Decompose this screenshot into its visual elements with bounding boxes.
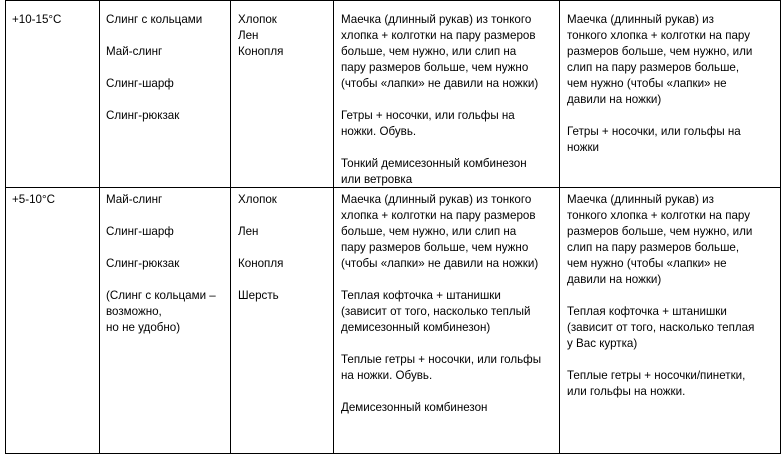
sling-types-cell — [106, 192, 216, 336]
text-line: тонкого хлопка + колготки на пару — [567, 209, 751, 222]
clothing-cell-b — [567, 12, 752, 156]
text-line: хлопка + колготки на пару размеров — [341, 29, 536, 42]
text-line: Теплые гетры + носочки/пинетки, — [567, 369, 746, 382]
sling-type: Май-слинг — [106, 193, 163, 206]
text-line: Маечка (длинный рукав) из — [567, 13, 714, 26]
temperature-cell — [12, 12, 61, 28]
table-border-bottom — [5, 453, 781, 454]
temperature-cell — [12, 192, 55, 208]
table-border-left — [5, 0, 6, 454]
sling-types-cell — [106, 12, 202, 124]
text-line: Теплые гетры + носочки, или гольфы — [341, 353, 542, 366]
text-line: чем нужно (чтобы «лапки» не — [567, 77, 727, 90]
text-line: чем нужно (чтобы «лапки» не — [567, 257, 727, 270]
text-line: (чтобы «лапки» не давили на ножки) — [341, 77, 539, 90]
text-line: Теплая кофточка + штанишки — [341, 289, 501, 302]
text-line: Демисезонный комбинезон — [341, 401, 488, 414]
fabric: Лен — [238, 225, 259, 238]
text-line: демисезонный комбинезон) — [341, 321, 491, 334]
table-border-top — [5, 0, 781, 1]
fabric: Конопля — [238, 257, 284, 270]
text-line: давили на ножки) — [567, 273, 662, 286]
column-divider — [559, 0, 560, 454]
text-line: (зависит от того, насколько теплая — [567, 321, 755, 334]
sling-type: Слинг-рюкзак — [106, 257, 180, 270]
sling-type: Слинг с кольцами — [106, 13, 203, 26]
text-line: или гольфы на ножки. — [567, 385, 686, 398]
text-line: давили на ножки) — [567, 93, 662, 106]
text-line: Теплая кофточка + штанишки — [567, 305, 727, 318]
fabrics-cell — [238, 192, 283, 304]
sling-type: Май-слинг — [106, 45, 163, 58]
text-line: (зависит от того, насколько теплый — [341, 305, 531, 318]
clothing-cell-b — [567, 192, 754, 400]
fabrics-cell — [238, 12, 283, 60]
text-line: (чтобы «лапки» не давили на ножки) — [341, 257, 539, 270]
sling-note: но не удобно) — [106, 321, 181, 334]
temperature-range: +5-10°С — [12, 193, 55, 206]
text-line: у Вас куртка) — [567, 337, 638, 350]
text-line: размеров больше, чем нужно, или — [567, 45, 753, 58]
column-divider — [99, 0, 100, 454]
text-line: больше, чем нужно, или слип на — [341, 45, 517, 58]
text-line: размеров больше, чем нужно, или — [567, 225, 753, 238]
clothing-cell-a — [341, 192, 541, 416]
sling-type: Слинг-шарф — [106, 225, 174, 238]
column-divider — [333, 0, 334, 454]
text-line: пару размеров больше, чем нужно — [341, 61, 529, 74]
text-line: Тонкий демисезонный комбинезон — [341, 157, 527, 170]
text-line: Маечка (длинный рукав) из — [567, 193, 714, 206]
fabric: Хлопок — [238, 13, 277, 26]
table-border-right — [780, 0, 781, 454]
sling-note: возможно, — [106, 305, 162, 318]
column-divider — [230, 0, 231, 454]
text-line: слип на пару размеров больше, — [567, 241, 740, 254]
text-line: Гетры + носочки, или гольфы на — [341, 109, 515, 122]
text-line: Гетры + носочки, или гольфы на — [567, 125, 741, 138]
sling-type: Слинг-рюкзак — [106, 109, 180, 122]
clothing-cell-a — [341, 12, 538, 188]
text-line: ножки. Обувь. — [341, 125, 417, 138]
temperature-range: +10-15°С — [12, 13, 62, 26]
text-line: Маечка (длинный рукав) из тонкого — [341, 193, 532, 206]
fabric: Хлопок — [238, 193, 277, 206]
text-line: тонкого хлопка + колготки на пару — [567, 29, 751, 42]
text-line: на ножки. Обувь. — [341, 369, 433, 382]
fabric: Конопля — [238, 45, 284, 58]
text-line: пару размеров больше, чем нужно — [341, 241, 529, 254]
text-line: Маечка (длинный рукав) из тонкого — [341, 13, 532, 26]
sling-note: (Слинг с кольцами – — [106, 289, 216, 302]
text-line: больше, чем нужно, или слип на — [341, 225, 517, 238]
fabric: Лен — [238, 29, 259, 42]
text-line: ножки — [567, 141, 600, 154]
fabric: Шерсть — [238, 289, 279, 302]
text-line: хлопка + колготки на пару размеров — [341, 209, 536, 222]
text-line: слип на пару размеров больше, — [567, 61, 740, 74]
text-line: или ветровка — [341, 173, 413, 186]
sling-type: Слинг-шарф — [106, 77, 174, 90]
